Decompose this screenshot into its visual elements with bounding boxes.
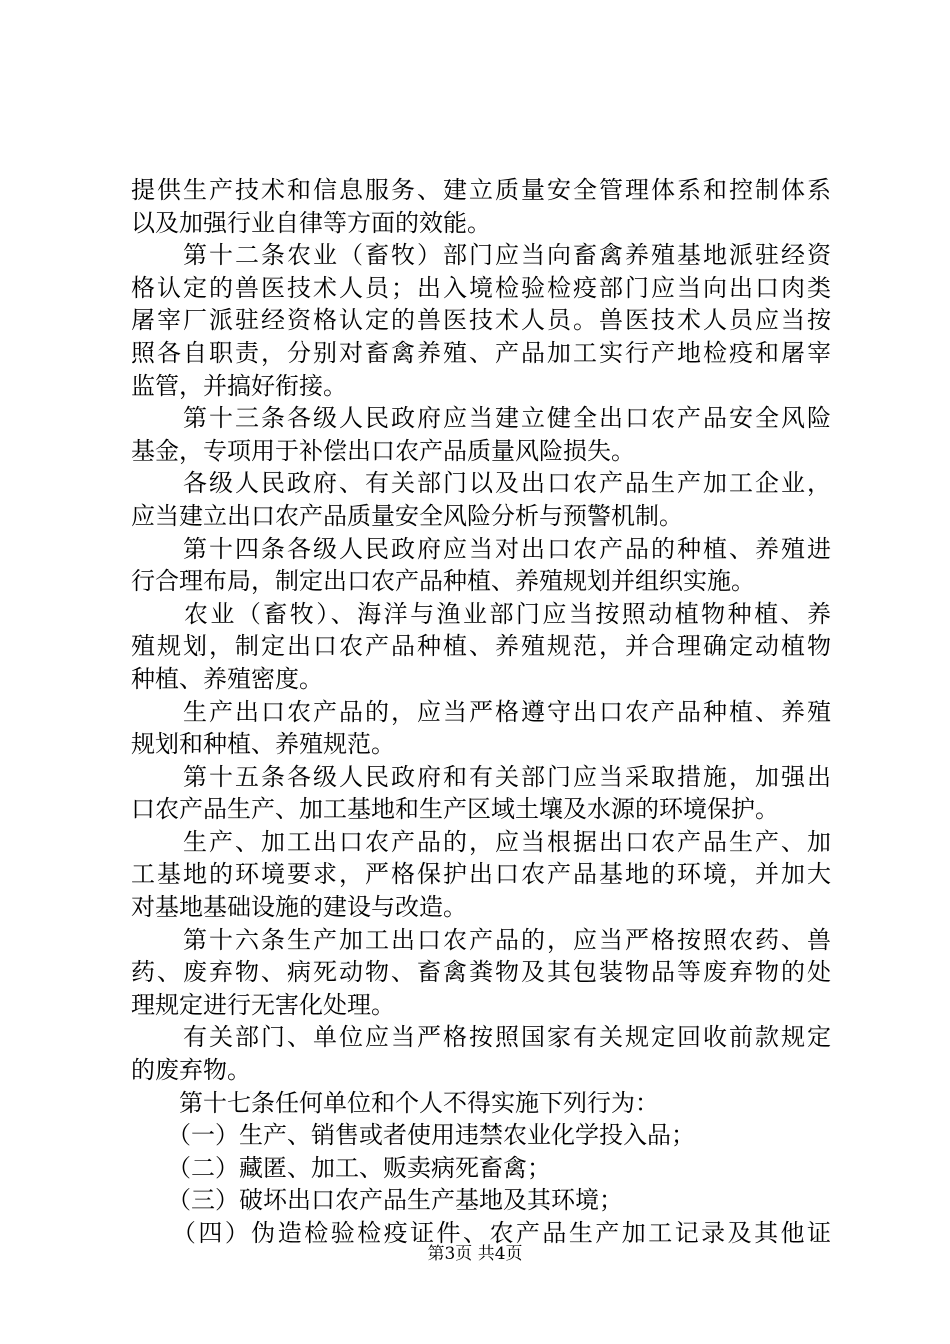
text-line: 第十四条各级人民政府应当对出口农产品的种植、养殖进: [131, 534, 831, 563]
text-line: 行合理布局，制定出口农产品种植、养殖规划并组织实施。: [131, 567, 755, 596]
text-line: 照各自职责，分别对畜禽养殖、产品加工实行产地检疫和屠宰: [131, 338, 831, 367]
text-line: 规划和种植、养殖规范。: [131, 730, 395, 759]
page-number-footer: 第3页 共4页: [427, 1244, 523, 1264]
text-line: 生产出口农产品的，应当严格遵守出口农产品种植、养殖: [131, 697, 831, 726]
text-line: 第十三条各级人民政府应当建立健全出口农产品安全风险: [131, 404, 831, 433]
text-line: 第十二条农业（畜牧）部门应当向畜禽养殖基地派驻经资: [131, 241, 831, 270]
text-line: 种植、养殖密度。: [131, 664, 323, 693]
text-line: 应当建立出口农产品质量安全风险分析与预警机制。: [131, 501, 683, 530]
text-line: 农业（畜牧）、海洋与渔业部门应当按照动植物种植、养: [131, 599, 831, 628]
text-line: 基金，专项用于补偿出口农产品质量风险损失。: [131, 436, 635, 465]
text-line: 对基地基础设施的建设与改造。: [131, 893, 467, 922]
text-line: 第十七条任何单位和个人不得实施下列行为：: [131, 1088, 659, 1117]
text-line: 提供生产技术和信息服务、建立质量安全管理体系和控制体系: [131, 176, 831, 204]
text-line: 殖规划，制定出口农产品种植、养殖规范，并合理确定动植物: [131, 632, 831, 661]
text-line: 药、废弃物、病死动物、畜禽粪物及其包装物品等废弃物的处: [131, 958, 831, 987]
text-line: 第十五条各级人民政府和有关部门应当采取措施，加强出: [131, 762, 831, 791]
text-line: 以及加强行业自律等方面的效能。: [131, 208, 491, 237]
text-line: 有关部门、单位应当严格按照国家有关规定回收前款规定: [131, 1023, 831, 1052]
text-line: （四）伪造检验检疫证件、农产品生产加工记录及其他证: [131, 1219, 831, 1247]
text-line: （一）生产、销售或者使用违禁农业化学投入品；: [131, 1121, 695, 1150]
text-line: 格认定的兽医技术人员；出入境检验检疫部门应当向出口肉类: [131, 273, 831, 302]
text-line: 工基地的环境要求，严格保护出口农产品基地的环境，并加大: [131, 860, 831, 889]
text-line: 生产、加工出口农产品的，应当根据出口农产品生产、加: [131, 827, 831, 856]
text-line: 各级人民政府、有关部门以及出口农产品生产加工企业，: [131, 469, 831, 498]
text-line: 第十六条生产加工出口农产品的，应当严格按照农药、兽: [131, 925, 831, 954]
text-line: 屠宰厂派驻经资格认定的兽医技术人员。兽医技术人员应当按: [131, 306, 831, 335]
text-line: 监管，并搞好衔接。: [131, 371, 347, 400]
text-line: 的废弃物。: [131, 1056, 251, 1085]
body-text: [131, 174, 831, 1250]
text-line: 理规定进行无害化处理。: [131, 990, 395, 1019]
text-line: 口农产品生产、加工基地和生产区域土壤及水源的环境保护。: [131, 795, 779, 824]
text-line: （三）破坏出口农产品生产基地及其环境；: [131, 1186, 623, 1215]
text-line: （二）藏匿、加工、贩卖病死畜禽；: [131, 1153, 551, 1182]
